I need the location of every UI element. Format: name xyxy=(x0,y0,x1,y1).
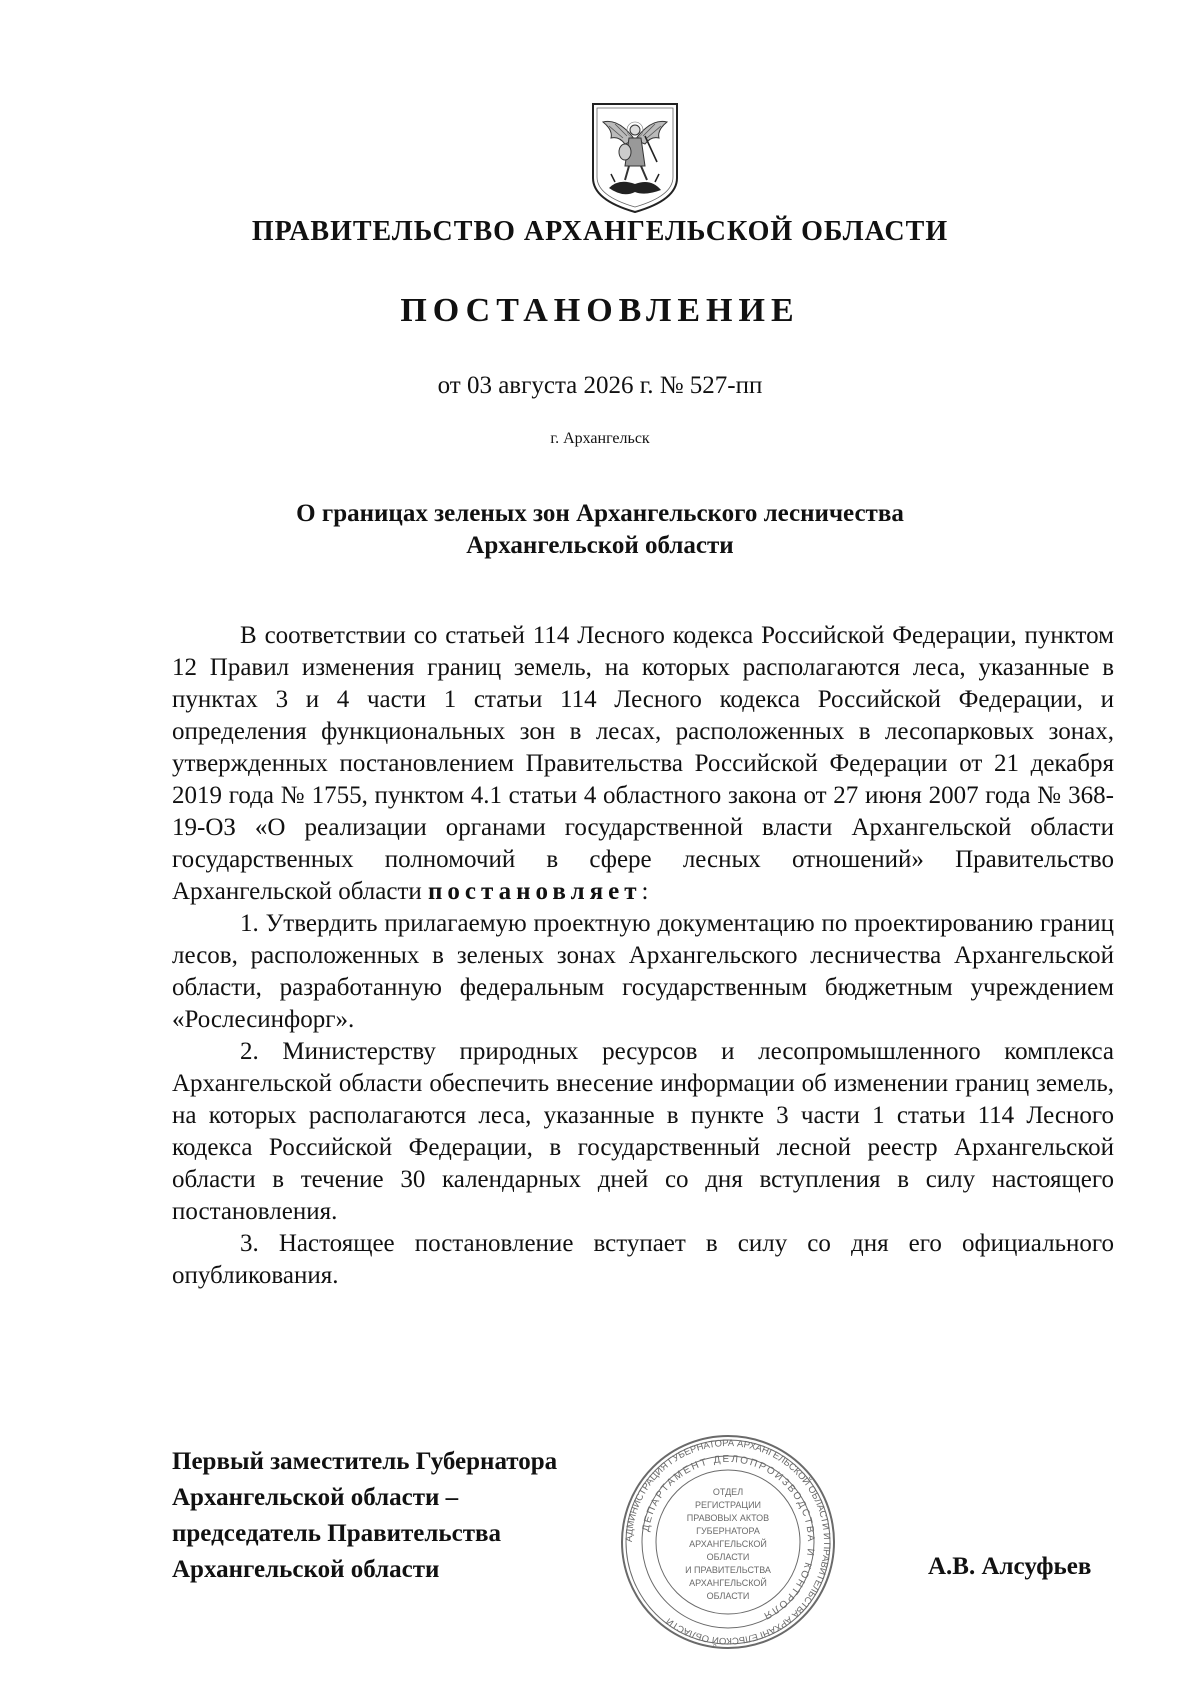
signatory-line: Архангельской области xyxy=(172,1556,440,1583)
preamble-text: В соответствии со статьей 114 Лесного кодекса Российской Федерации, пунктом 12 Правил изменения границ земель, на которых располагаются леса, указанные в пунктах 3 и 4 части 1 статьи 114 Лесного кодекса Российской Федерации, и определения функциональных зон в лесах, расположенных в лесопарковых зонах, утвержденных постановлением Правительства Российской Федерации от 21 декабря 2019 года № 1755, пунктом 4.1 статьи 4 областного закона от 27 июня 2007 года № 368-19-ОЗ «О реализации органами государственной власти Архангельской области государственных полномочий в сфере лесных отношений» Правительство Архангельской области xyxy=(172,622,1114,905)
government-title: ПРАВИТЕЛЬСТВО АРХАНГЕЛЬСКОЙ ОБЛАСТИ xyxy=(251,216,949,247)
signatory-line: Архангельской области – xyxy=(172,1484,459,1511)
signatory-line: Первый заместитель Губернатора xyxy=(172,1448,558,1475)
preamble-paragraph xyxy=(172,620,1114,908)
official-stamp xyxy=(618,1432,838,1652)
subject-line-1: О границах зеленых зон Архангельского лесничества xyxy=(296,500,904,527)
arkhangelsk-coat-of-arms-icon xyxy=(589,100,681,214)
decree-word: постановляет xyxy=(428,878,642,905)
document-body xyxy=(172,620,1114,1292)
stamp-center-line: РЕГИСТРАЦИИ xyxy=(694,1500,762,1510)
document-date-number: от 03 августа 2026 г. № 527-пп xyxy=(437,372,763,399)
signatory-line: председатель Правительства xyxy=(172,1520,502,1547)
item-paragraph: 1. Утвердить прилагаемую проектную документацию по проектированию границ лесов, расположенных в зеленых зонах Архангельского лесничества Архангельской области, разработанную федеральным государственным бюджетным учреждением «Рослесинфорг». xyxy=(172,910,1114,1033)
stamp-center-line: ГУБЕРНАТОРА xyxy=(696,1526,760,1536)
document-place: г. Архангельск xyxy=(550,430,650,447)
stamp-center-line: И ПРАВИТЕЛЬСТВА xyxy=(685,1565,771,1575)
decree-colon: : xyxy=(641,878,649,905)
item-paragraph: 3. Настоящее постановление вступает в силу со дня его официального опубликования. xyxy=(172,1230,1114,1289)
stamp-middle-ring-path: ДЕПАРТАМЕНТ ДЕЛОПРОИЗВОДСТВА И КОНТРОЛЯ xyxy=(640,1453,817,1622)
document-subject xyxy=(0,498,1200,562)
stamp-outer-ring-path: АДМИНИСТРАЦИЯ ГУБЕРНАТОРА АРХАНГЕЛЬСКОЙ ОБЛАСТИ И ПРАВИТЕЛЬСТВА АРХАНГЕЛЬСКОЙ ОБЛАСТИ xyxy=(623,1437,833,1647)
stamp-center-line: АРХАНГЕЛЬСКОЙ xyxy=(689,1578,767,1588)
document-type: ПОСТАНОВЛЕНИЕ xyxy=(400,292,800,329)
stamp-center-line: ОБЛАСТИ xyxy=(706,1591,750,1601)
item-paragraph: 2. Министерству природных ресурсов и лесопромышленного комплекса Архангельской области обеспечить внесение информации об изменении границ земель, на которых располагаются леса, указанные в пункте 3 части 1 статьи 114 Лесного кодекса Российской Федерации, в государственный лесной реестр Архангельской области в течение 30 календарных дней со дня вступления в силу настоящего постановления. xyxy=(172,1038,1114,1225)
stamp-center-line: ОБЛАСТИ xyxy=(706,1552,750,1562)
stamp-center-line: ОТДЕЛ xyxy=(712,1487,744,1497)
signatory-name: А.В. Алсуфьев xyxy=(928,1553,1092,1580)
subject-line-2: Архангельской области xyxy=(466,532,734,559)
stamp-center-line: АРХАНГЕЛЬСКОЙ xyxy=(689,1539,767,1549)
signatory-position xyxy=(172,1444,557,1588)
stamp-center-line: ПРАВОВЫХ АКТОВ xyxy=(686,1513,770,1523)
